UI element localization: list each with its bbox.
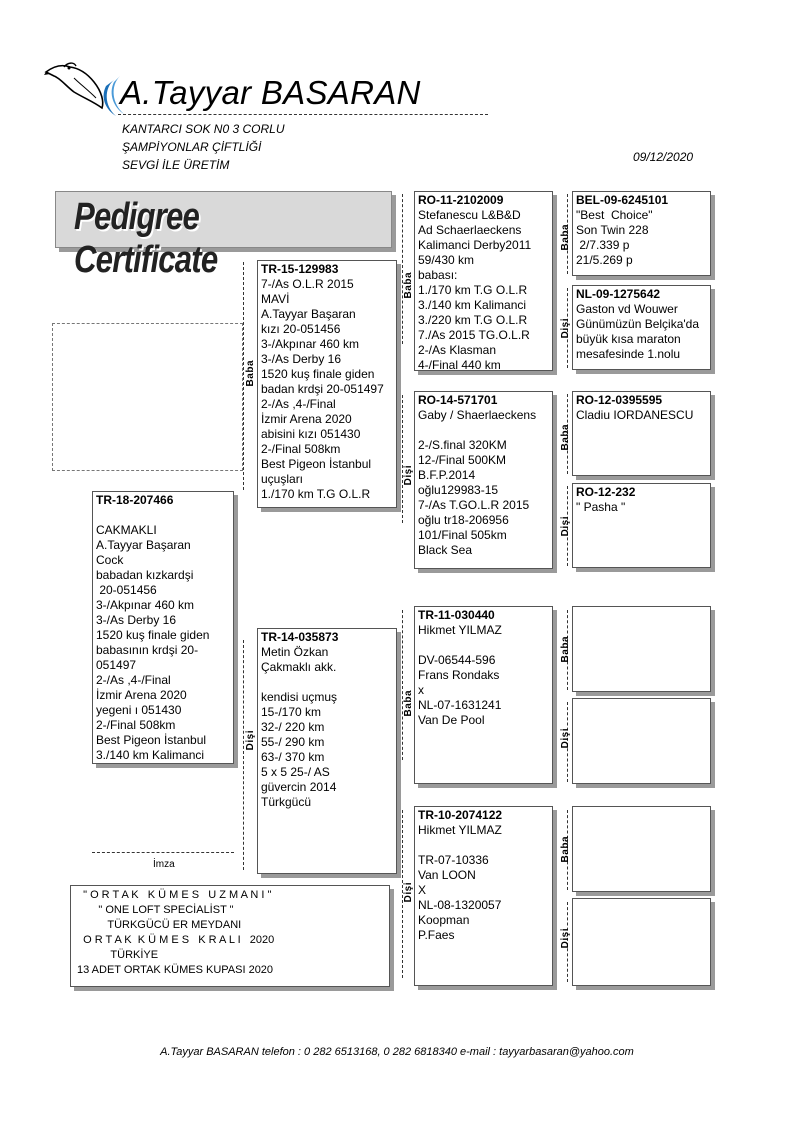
pedigree-line: 21/5.269 p bbox=[576, 253, 633, 267]
specialist-line: 13 ADET ORTAK KÜMES KUPASI 2020 bbox=[77, 964, 274, 976]
pedigree-line: 1./170 km T.G O.L.R bbox=[418, 283, 528, 297]
pedigree-line: Gaston vd Wouwer bbox=[576, 302, 678, 316]
pedigree-line: 2-/S.final 320KM bbox=[418, 438, 507, 452]
specialist-line: " ONE LOFT SPECİALİST " bbox=[77, 904, 234, 916]
pedigree-line: B.F.P.2014 bbox=[418, 468, 476, 482]
sds-box bbox=[572, 391, 711, 476]
pedigree-line: babası: bbox=[418, 268, 458, 282]
specialist-line: TÜRKİYE bbox=[77, 949, 159, 961]
pedigree-line: CAKMAKLI bbox=[96, 523, 157, 537]
pedigree-line: 051497 bbox=[96, 658, 137, 672]
pedigree-line: A.Tayyar Başaran bbox=[261, 307, 356, 321]
pedigree-line: Koopman bbox=[418, 913, 470, 927]
pedigree-line: 3-/As Derby 16 bbox=[261, 352, 342, 366]
pedigree-line: 3./140 km Kalimanci bbox=[418, 298, 527, 312]
dam-connector bbox=[243, 640, 244, 870]
ring-number: TR-11-030440 bbox=[418, 608, 495, 622]
pedigree-line: badan krdşi 20-051497 bbox=[261, 382, 384, 396]
pedigree-line: TR-07-10336 bbox=[418, 853, 489, 867]
pedigree-line: uçuşları bbox=[261, 472, 304, 486]
pedigree-line: 59/430 km bbox=[418, 253, 475, 267]
sdd-box bbox=[572, 483, 711, 568]
ring-number: RO-14-571701 bbox=[418, 393, 498, 407]
pedigree-line: 7-/As T.GO.L.R 2015 bbox=[418, 498, 530, 512]
pedigree-line bbox=[418, 423, 549, 438]
pedigree-line: 15-/170 km bbox=[261, 705, 322, 719]
specialist-line: O R T A K K Ü M E S K R A L I 2020 bbox=[77, 934, 275, 946]
pedigree-line: Van De Pool bbox=[418, 713, 485, 727]
pedigree-line: mesafesinde 1.nolu bbox=[576, 347, 681, 361]
pedigree-line: 2/7.339 p bbox=[576, 238, 630, 252]
pedigree-line: NL-07-1631241 bbox=[418, 698, 502, 712]
pedigree-line: NL-08-1320057 bbox=[418, 898, 502, 912]
ring-number: RO-11-2102009 bbox=[418, 193, 504, 207]
ss-label: Baba bbox=[403, 272, 414, 299]
ring-number: TR-10-2074122 bbox=[418, 808, 503, 822]
pedigree-line: Gaby / Shaerlaeckens bbox=[418, 408, 537, 422]
sss-label: Baba bbox=[560, 224, 571, 251]
ds-connector bbox=[402, 610, 403, 760]
dam-sire-box bbox=[414, 606, 553, 784]
certificate-title: Pedigree Certificate bbox=[74, 196, 218, 281]
pedigree-line: babasının krdşi 20- bbox=[96, 643, 199, 657]
sd-label: Dişi bbox=[403, 465, 414, 486]
pedigree-line: oğlu tr18-206956 bbox=[418, 513, 509, 527]
pedigree-line: 4-/Final 440 km bbox=[418, 358, 501, 371]
pedigree-line: 3-/Akpınar 460 km bbox=[261, 337, 360, 351]
pedigree-line: Son Twin 228 bbox=[576, 223, 649, 237]
pedigree-line: 63-/ 370 km bbox=[261, 750, 325, 764]
pedigree-line: MAVİ bbox=[261, 292, 290, 306]
ring-number: NL-09-1275642 bbox=[576, 287, 661, 301]
pedigree-line: 2-/Final 508km bbox=[261, 442, 341, 456]
dd-label: Dişi bbox=[403, 882, 414, 903]
ring-number: RO-12-232 bbox=[576, 485, 636, 499]
dds-label: Baba bbox=[560, 836, 571, 863]
certificate-date: 09/12/2020 bbox=[633, 150, 694, 164]
pedigree-line: 12-/Final 500KM bbox=[418, 453, 507, 467]
dss-label: Baba bbox=[560, 636, 571, 663]
address-line: ŞAMPİYONLAR ÇİFTLİĞİ bbox=[122, 140, 262, 154]
pedigree-line: 3-/Akpınar 460 km bbox=[96, 598, 195, 612]
ring-number: BEL-09-6245101 bbox=[576, 193, 669, 207]
sire-connector bbox=[243, 262, 244, 490]
pedigree-line: P.Faes bbox=[418, 928, 455, 942]
address-block bbox=[122, 120, 284, 174]
pedigree-line: Günümüzün Belçika'da bbox=[576, 317, 700, 331]
pedigree-line: 5 x 5 25-/ AS bbox=[261, 765, 330, 779]
ring-number: TR-18-207466 bbox=[96, 493, 174, 507]
pedigree-line bbox=[418, 838, 549, 853]
ring-number: TR-14-035873 bbox=[261, 630, 339, 644]
sire-sire-box bbox=[414, 191, 553, 371]
pedigree-line: Best Pigeon İstanbul bbox=[96, 733, 207, 747]
pedigree-line: " Pasha " bbox=[576, 500, 626, 514]
dam-dam-box bbox=[414, 806, 553, 986]
dsd-label: Dişi bbox=[560, 728, 571, 749]
ddd-box bbox=[572, 898, 711, 986]
pedigree-line: Kalimanci Derby2011 bbox=[418, 238, 532, 252]
ssd-label: Dişi bbox=[560, 318, 571, 339]
pedigree-line: büyük kısa maraton bbox=[576, 332, 681, 346]
pedigree-line: kızı 20-051456 bbox=[261, 322, 341, 336]
pedigree-line: Van LOON bbox=[418, 868, 476, 882]
pedigree-line: Metin Özkan bbox=[261, 645, 329, 659]
pedigree-line: 3./140 km Kalimanci bbox=[96, 748, 205, 762]
contact-footer: A.Tayyar BASARAN telefon : 0 282 6513168, 0 282 6818340 e-mail : tayyarbasaran@yahoo.com bbox=[160, 1046, 634, 1058]
pedigree-line bbox=[261, 675, 393, 690]
address-line: KANTARCI SOK N0 3 CORLU bbox=[122, 122, 285, 136]
pedigree-line: abisini kızı 051430 bbox=[261, 427, 361, 441]
sss-box bbox=[572, 191, 711, 276]
pedigree-line: A.Tayyar Başaran bbox=[96, 538, 191, 552]
pedigree-line: Hikmet YILMAZ bbox=[418, 823, 502, 837]
ssd-box bbox=[572, 285, 711, 370]
dsd-box bbox=[572, 698, 711, 784]
pedigree-line: 32-/ 220 km bbox=[261, 720, 325, 734]
dam-box bbox=[257, 628, 397, 874]
ss-connector bbox=[402, 194, 403, 344]
ring-number: RO-12-0395595 bbox=[576, 393, 663, 407]
subject-pigeon-box bbox=[92, 491, 234, 764]
pedigree-line: Türkgücü bbox=[261, 795, 312, 809]
pedigree-line: Hikmet YILMAZ bbox=[418, 623, 502, 637]
pedigree-line: güvercin 2014 bbox=[261, 780, 337, 794]
signature-line bbox=[92, 852, 234, 853]
pedigree-line: Best Pigeon İstanbul bbox=[261, 457, 372, 471]
pedigree-line: oğlu129983-15 bbox=[418, 483, 499, 497]
dam-label: Dişi bbox=[245, 730, 256, 751]
pedigree-line: "Best Choice" bbox=[576, 208, 653, 222]
pedigree-line: Black Sea bbox=[418, 543, 473, 557]
pedigree-line: Çakmaklı akk. bbox=[261, 660, 337, 674]
ring-number: TR-15-129983 bbox=[261, 262, 339, 276]
pedigree-line: 1520 kuş finale giden bbox=[261, 367, 375, 381]
pedigree-line: x bbox=[418, 683, 424, 697]
specialist-line: " O R T A K K Ü M E S U Z M A N I " bbox=[77, 889, 272, 901]
dds-box bbox=[572, 806, 711, 892]
signature-label: İmza bbox=[153, 859, 175, 870]
pedigree-line: babadan kızkardşi bbox=[96, 568, 194, 582]
pedigree-line: 2-/As ,4-/Final bbox=[261, 397, 336, 411]
ddd-label: Dişi bbox=[560, 928, 571, 949]
pedigree-line: X bbox=[418, 883, 427, 897]
pedigree-line: İzmir Arena 2020 bbox=[261, 412, 352, 426]
sire-label: Baba bbox=[245, 360, 256, 387]
pedigree-line bbox=[418, 638, 549, 653]
sire-box bbox=[257, 260, 397, 508]
pedigree-line: 2-/As ,4-/Final bbox=[96, 673, 171, 687]
header-underline bbox=[118, 114, 488, 115]
pedigree-line: 55-/ 290 km bbox=[261, 735, 325, 749]
pedigree-line bbox=[96, 508, 230, 523]
sdd-label: Dişi bbox=[560, 516, 571, 537]
photo-placeholder bbox=[52, 323, 243, 471]
pedigree-line: 3-/As Derby 16 bbox=[96, 613, 177, 627]
pedigree-line: Cock bbox=[96, 553, 124, 567]
pedigree-line: DV-06544-596 bbox=[418, 653, 496, 667]
specialist-box bbox=[70, 885, 390, 987]
pedigree-line: 2-/Final 508km bbox=[96, 718, 176, 732]
pedigree-line: 7-/As O.L.R 2015 bbox=[261, 277, 354, 291]
pedigree-line: yegeni ı 051430 bbox=[96, 703, 182, 717]
pedigree-line: 1520 kuş finale giden bbox=[96, 628, 210, 642]
pedigree-line: 20-051456 bbox=[96, 583, 157, 597]
pedigree-line: Ad Schaerlaeckens bbox=[418, 223, 522, 237]
dss-box bbox=[572, 606, 711, 692]
pedigree-line: 3./220 km T.G O.L.R bbox=[418, 313, 528, 327]
address-line: SEVGİ İLE ÜRETİM bbox=[122, 158, 230, 172]
sds-label: Baba bbox=[560, 424, 571, 451]
specialist-line: TÜRKGÜCÜ ER MEYDANI bbox=[77, 919, 242, 931]
pedigree-line: 2-/As Klasman bbox=[418, 343, 497, 357]
pedigree-line: 101/Final 505km bbox=[418, 528, 507, 542]
pedigree-line: Stefanescu L&B&D bbox=[418, 208, 521, 222]
ds-label: Baba bbox=[403, 690, 414, 717]
pedigree-line: Frans Rondaks bbox=[418, 668, 500, 682]
pedigree-line: 7./As 2015 TG.O.L.R bbox=[418, 328, 530, 342]
pedigree-line: kendisi uçmuş bbox=[261, 690, 338, 704]
breeder-name: A.Tayyar BASARAN bbox=[120, 74, 421, 111]
pedigree-line: Cladiu IORDANESCU bbox=[576, 408, 694, 422]
sd-connector bbox=[402, 395, 403, 523]
pedigree-line: 1./170 km T.G O.L.R bbox=[261, 487, 371, 501]
sire-dam-box bbox=[414, 391, 553, 569]
pedigree-line: İzmir Arena 2020 bbox=[96, 688, 187, 702]
